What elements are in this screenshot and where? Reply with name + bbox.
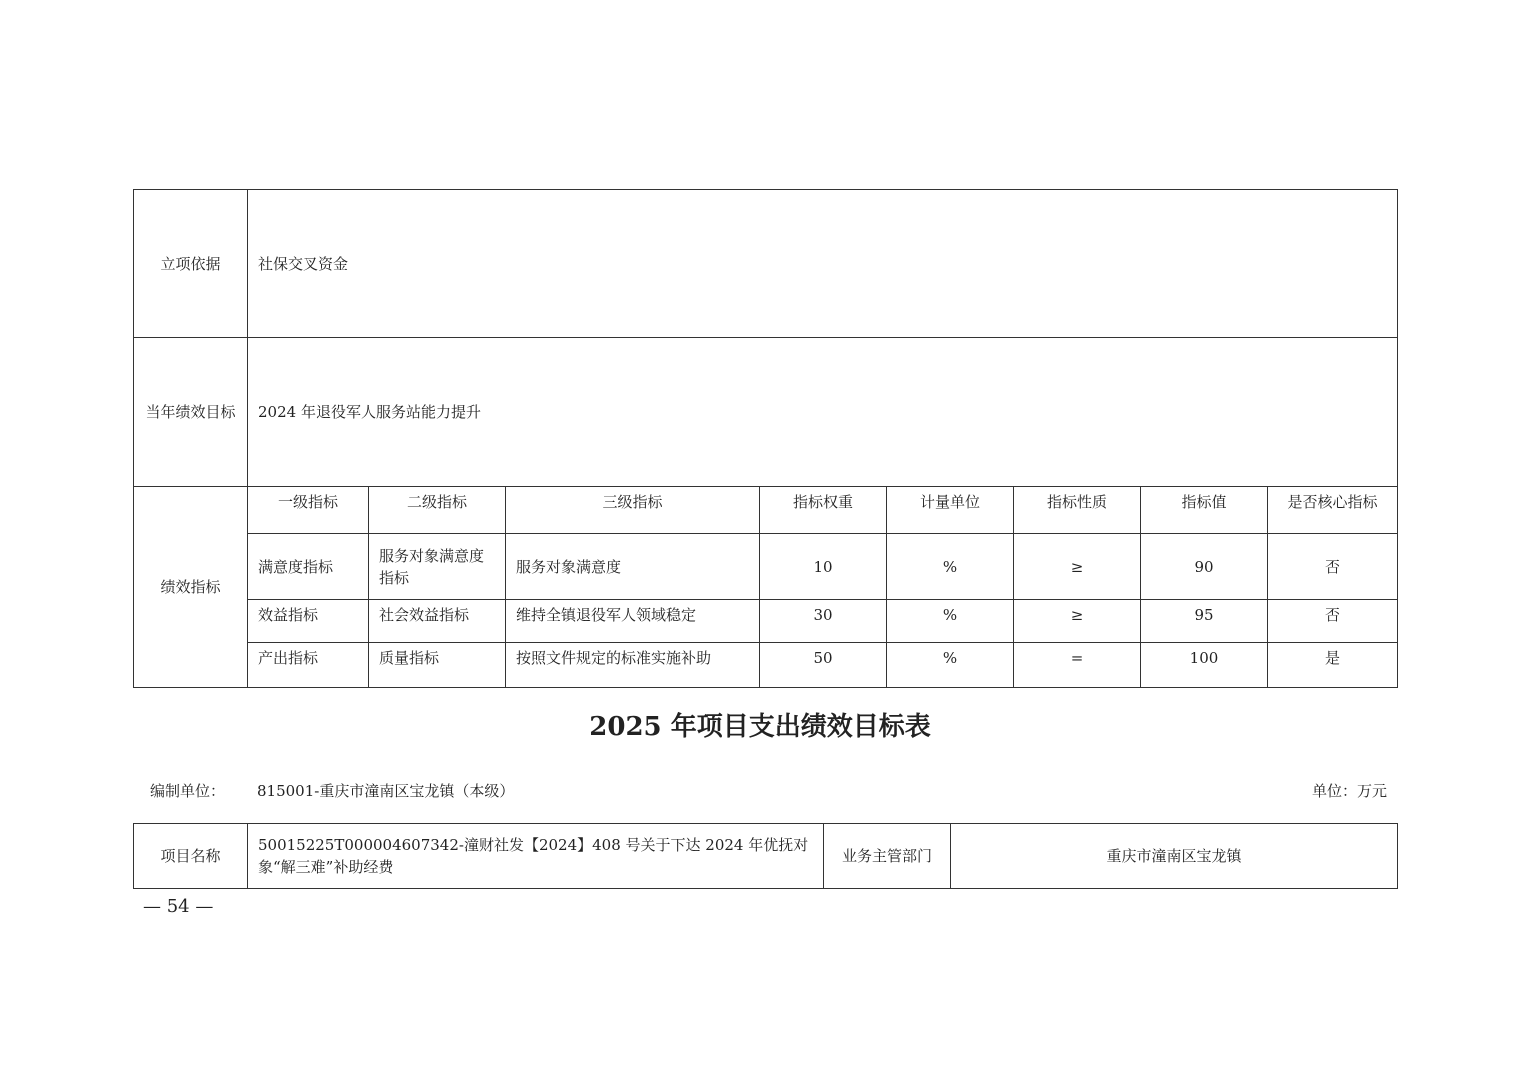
table-cell: = [1014, 643, 1141, 688]
header-cell: 指标值 [1141, 487, 1268, 534]
table-cell: 100 [1141, 643, 1268, 688]
table-cell: 是 [1268, 643, 1398, 688]
annual-goal-value: 2024 年退役军人服务站能力提升 [248, 338, 1398, 487]
header-cell: 计量单位 [887, 487, 1014, 534]
table-cell: 10 [760, 534, 887, 600]
unit-value: 815001-重庆市潼南区宝龙镇（本级） [257, 782, 515, 800]
project-name-value: 50015225T000004607342-潼财社发【2024】408 号关于下达 2024 年优抚对象“解三难”补助经费 [248, 824, 824, 889]
table-row [134, 534, 1398, 600]
table-cell: 90 [1141, 534, 1268, 600]
currency-unit: 单位：万元 [1311, 782, 1387, 800]
dept-value: 重庆市潼南区宝龙镇 [951, 824, 1398, 889]
project-name-label: 项目名称 [134, 824, 248, 889]
table-cell: 维持全镇退役军人领域稳定 [506, 600, 760, 643]
indicators-label: 绩效指标 [134, 487, 248, 688]
header-cell: 指标性质 [1014, 487, 1141, 534]
unit-label: 编制单位： [150, 782, 226, 800]
header-cell: 一级指标 [248, 487, 369, 534]
performance-table [133, 189, 1398, 688]
table-cell: 效益指标 [248, 600, 369, 643]
table-cell: 否 [1268, 600, 1398, 643]
table-cell: 服务对象满意度指标 [369, 534, 506, 600]
header-cell: 二级指标 [369, 487, 506, 534]
basis-label: 立项依据 [134, 190, 248, 338]
table-cell: 30 [760, 600, 887, 643]
annual-goal-label: 当年绩效目标 [134, 338, 248, 487]
table-cell: 95 [1141, 600, 1268, 643]
header-cell: 三级指标 [506, 487, 760, 534]
basis-value: 社保交叉资金 [248, 190, 1398, 338]
table-cell: ≥ [1014, 534, 1141, 600]
page-number: — 54 — [143, 896, 214, 917]
header-cell: 是否核心指标 [1268, 487, 1398, 534]
table-cell: 否 [1268, 534, 1398, 600]
table-cell: 服务对象满意度 [506, 534, 760, 600]
table-cell: 产出指标 [248, 643, 369, 688]
table-cell: 按照文件规定的标准实施补助 [506, 643, 760, 688]
table-cell: ≥ [1014, 600, 1141, 643]
table-cell: % [887, 600, 1014, 643]
table-cell: 质量指标 [369, 643, 506, 688]
table-cell: % [887, 643, 1014, 688]
dept-label: 业务主管部门 [824, 824, 951, 889]
section-title: 2025 年项目支出绩效目标表 [589, 712, 931, 742]
table-cell: 社会效益指标 [369, 600, 506, 643]
project-table [133, 823, 1398, 889]
table-cell: % [887, 534, 1014, 600]
table-cell: 50 [760, 643, 887, 688]
table-row [134, 600, 1398, 643]
table-row [134, 643, 1398, 688]
table-cell: 满意度指标 [248, 534, 369, 600]
header-cell: 指标权重 [760, 487, 887, 534]
